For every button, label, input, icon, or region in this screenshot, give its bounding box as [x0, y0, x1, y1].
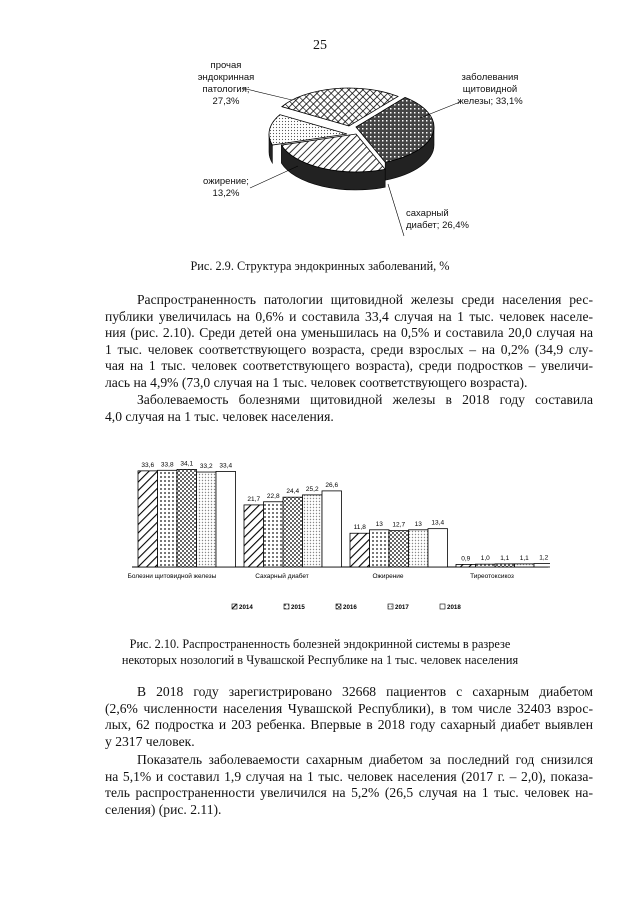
legend-swatch: [336, 604, 341, 609]
legend-swatch: [232, 604, 237, 609]
bar-value-label: 1,1: [519, 554, 529, 562]
text-line: Распространенность патологии щитовидной железы среди населения рес-: [137, 292, 593, 307]
bar-value-label: 13: [414, 520, 422, 528]
text-line: (2,6% численности населения Чувашской Республики), в том числе 32403 взрос-: [105, 700, 593, 716]
bar-value-label: 13,4: [431, 519, 445, 527]
bar: [428, 529, 448, 567]
category-label: Тиреотоксикоз: [470, 573, 514, 580]
legend-item: [388, 604, 409, 611]
bar: [283, 497, 303, 567]
bar-value-label: 0,9: [461, 555, 471, 563]
bar-value-label: 33,8: [160, 461, 174, 469]
paragraph-2: [105, 392, 593, 425]
bar: [264, 502, 284, 567]
text-line: В 2018 году зарегистрировано 32668 пациентов с сахарным диабетом: [137, 684, 593, 699]
bar-value-label: 33,6: [141, 461, 155, 469]
bar-chart: [120, 440, 550, 620]
pie-slice-label: сахарный диабет; 26,4%: [406, 208, 470, 231]
bar-value-label: 12,7: [392, 521, 406, 529]
bar-value-label: 11,8: [353, 524, 366, 532]
text-line: тель распространенности увеличился на 5,2% (26,5 случая на 1 тыс. человек на-: [105, 785, 593, 801]
bar-value-label: 26,6: [325, 481, 339, 489]
paragraph-1: [105, 292, 593, 392]
legend-item: [232, 604, 253, 611]
figure-2-10-caption: [0, 636, 640, 668]
text-line: лых, 62 подростка и 203 ребенка. Впервые в 2018 году сахарный диабет выявлен: [105, 717, 593, 733]
bar: [495, 564, 515, 567]
bar-value-label: 24,4: [286, 488, 300, 496]
bar-value-label: 1,0: [480, 555, 490, 563]
category-label: Болезни щитовидной железы: [127, 573, 217, 580]
bar: [177, 469, 197, 567]
text-line: чая на 1 тыс. человек соответствующего возраста), среди подростков – увеличи-: [105, 358, 593, 374]
figure-2-9-caption: Рис. 2.9. Структура эндокринных заболеваний, %: [190, 259, 450, 273]
caption-line: Рис. 2.10. Распространенность болезней эндокринной системы в разрезе: [129, 637, 511, 651]
bar: [389, 531, 409, 567]
text-line: публики увеличилась на 0,6% и составила 33,4 случая на 1 тыс. человек населе-: [105, 308, 593, 324]
text-line: у 2317 человек.: [105, 733, 195, 749]
text-line: ния (рис. 2.10). Среди детей она уменьшилась на 0,5% и составила 20,0 случая на: [105, 325, 593, 341]
legend-item: [336, 604, 357, 611]
legend-item: [284, 604, 305, 611]
text-line: на 5,1% и составил 1,9 случая на 1 тыс. человек населения (2017 г. – 2,0), показа-: [105, 768, 593, 784]
bar: [476, 564, 496, 567]
legend-label: 2018: [447, 604, 461, 611]
bar-value-label: 1,1: [500, 554, 510, 562]
bar: [197, 472, 217, 567]
text-line: Показатель заболеваемости сахарным диабетом за последний год снизился: [137, 752, 593, 767]
pie-chart: [170, 60, 550, 250]
category-label: Сахарный диабет: [255, 573, 309, 580]
paragraph-4: [105, 752, 593, 818]
bar-value-label: 21,7: [247, 495, 261, 503]
leader-line: [388, 184, 404, 236]
bar-value-label: 34,1: [180, 460, 194, 468]
bar: [515, 564, 535, 567]
bar: [456, 564, 476, 567]
bar: [409, 530, 429, 567]
bar: [350, 533, 370, 567]
legend-item: [440, 604, 461, 611]
bar: [370, 530, 390, 567]
legend-label: 2014: [239, 604, 253, 611]
legend-swatch: [440, 604, 445, 609]
text-line: 1 тыс. человек соответствующего возраста, среди взрослых – на 0,2% (34,9 слу-: [105, 341, 593, 357]
legend-label: 2017: [395, 604, 409, 611]
bar: [244, 505, 264, 567]
text-line: лась на 4,9% (73,0 случая на 1 тыс. человек соответствующего возраста).: [105, 374, 528, 390]
bar-value-label: 33,4: [219, 462, 233, 470]
bar: [158, 470, 178, 567]
bar-value-label: 22,8: [266, 492, 280, 500]
pie-slice-label: ожирение; 13,2%: [203, 176, 249, 199]
pie-slice-label: прочая эндокринная патология; 27,3%: [197, 60, 255, 107]
legend-label: 2016: [343, 604, 357, 611]
paragraph-3: [105, 684, 593, 750]
bar: [534, 564, 550, 567]
text-line: 4,0 случая на 1 тыс. человек населения.: [105, 408, 334, 424]
caption-line: некоторых нозологий в Чувашской Республике на 1 тыс. человек населения: [121, 653, 519, 667]
legend-swatch: [388, 604, 393, 609]
bar: [322, 491, 342, 567]
bar: [138, 471, 158, 567]
text-line: селения) (рис. 2.11).: [105, 801, 222, 817]
page-number: 25: [313, 38, 327, 53]
text-line: Заболеваемость болезнями щитовидной железы в 2018 году составила: [137, 392, 593, 407]
bar-value-label: 13: [375, 520, 383, 528]
bar-value-label: 25,2: [305, 485, 319, 493]
bar-value-label: 1,2: [539, 554, 549, 562]
leader-line: [250, 166, 298, 188]
bar: [216, 471, 236, 567]
bar-value-label: 33,2: [199, 463, 213, 471]
bar: [303, 495, 323, 567]
pie-slice-label: заболевания щитовидной железы; 33,1%: [457, 72, 523, 107]
legend-label: 2015: [291, 604, 305, 611]
legend-swatch: [284, 604, 289, 609]
category-label: Ожирение: [372, 573, 404, 580]
